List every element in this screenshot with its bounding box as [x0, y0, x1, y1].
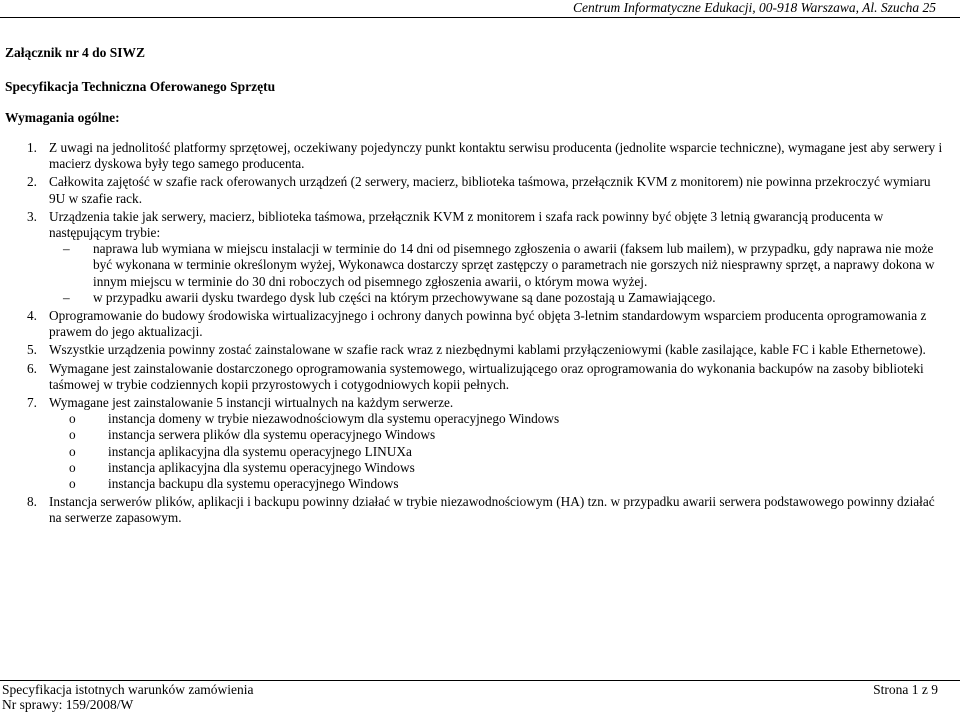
header-divider: [0, 17, 960, 18]
requirements-list: [5, 140, 945, 529]
item-number: 7.: [27, 395, 37, 411]
circle-bullet: o: [69, 459, 76, 475]
list-item-text: instancja aplikacyjna dla systemu operacyjnego Windows: [108, 459, 415, 475]
list-item-text: instancja domeny w trybie niezawodnościowym dla systemu operacyjnego Windows: [108, 411, 560, 427]
list-item: [5, 411, 945, 427]
item-number: 5.: [27, 342, 37, 358]
list-item-text: instancja aplikacyjna dla systemu operacyjnego LINUXa: [108, 443, 412, 459]
item-text: Wymagane jest zainstalowanie 5 instancji wirtualnych na każdym serwerze.: [49, 395, 454, 411]
requirement-item-7: [5, 395, 945, 492]
item-text: Wszystkie urządzenia powinny zostać zainstalowane w szafie rack wraz z niezbędnymi kablami przyłączeniowymi (kable zasilające, kable FC i kable Ethernetowe).: [49, 342, 926, 358]
requirement-item-1: [5, 140, 945, 172]
dash-bullet: –: [63, 289, 70, 305]
requirement-item-2: [5, 174, 945, 206]
item-number: 2.: [27, 174, 37, 190]
item-text: Instancja serwerów plików, aplikacji i backupu powinny działać w trybie niezawodnościowym (HA) tzn. w przypadku awarii serwera podstawowego powinny działać na serwerze zapasowym.: [49, 494, 935, 526]
warranty-terms-list: [49, 241, 945, 306]
attachment-title: Załącznik nr 4 do SIWZ: [5, 45, 146, 60]
footer-case-number: Nr sprawy: 159/2008/W: [2, 697, 134, 712]
page-number: Strona 1 z 9: [873, 682, 938, 697]
list-item-text: naprawa lub wymiana w miejscu instalacji w terminie do 14 dni od pisemnego zgłoszenia o awarii (faksem lub mailem), w przypadku, gdy naprawa nie może być wykonana w terminie określonym wyżej, Wykonawca dostarczy sprzęt zastępczy o parametrach nie gorszych niż niesprawny sprzęt, a naprawy dokona w innym miejscu w terminie do 30 dni roboczych od pisemnego zgłoszenia awarii, o którym mowa wyżej.: [93, 241, 935, 289]
list-item: [5, 476, 945, 492]
item-text: Oprogramowanie do budowy środowiska wirtualizacyjnego i ochrony danych powinna być objęta 3-letnim standardowym wsparciem producenta oprogramowania z prawem do jego aktualizacji.: [49, 308, 927, 340]
list-item: [37, 241, 945, 290]
list-item-text: w przypadku awarii dysku twardego dysk lub części na którym przechowywane są dane pozostają u Zamawiającego.: [93, 289, 716, 305]
circle-bullet: o: [69, 411, 76, 427]
list-item-text: instancja serwera plików dla systemu operacyjnego Windows: [108, 427, 436, 443]
virtual-instances-list: [49, 411, 945, 492]
requirement-item-8: [5, 494, 945, 526]
dash-bullet: –: [63, 241, 70, 257]
requirement-item-6: [5, 361, 945, 393]
item-number: 4.: [27, 308, 37, 324]
circle-bullet: o: [69, 427, 76, 443]
circle-bullet: o: [69, 443, 76, 459]
list-item: [5, 460, 945, 476]
footer-divider: [0, 680, 960, 681]
list-item: [5, 427, 945, 443]
header-organization: Centrum Informatyczne Edukacji, 00-918 Warszawa, Al. Szucha 25: [573, 0, 936, 15]
requirement-item-4: [5, 308, 945, 340]
item-number: 8.: [27, 494, 37, 510]
item-text: Urządzenia takie jak serwery, macierz, biblioteka taśmowa, przełącznik KVM z monitorem i szafa rack powinny być objęte 3 letnią gwarancją producenta w następującym trybie:: [49, 208, 884, 241]
item-text: Wymagane jest zainstalowanie dostarczonego oprogramowania systemowego, wirtualizującego oraz oprogramowania do wykonania backupów na zasoby biblioteki taśmowej w trybie codziennych kopii przyrostowych i cotygodniowych kopii pełnych.: [49, 360, 924, 392]
circle-bullet: o: [69, 476, 76, 492]
item-text: Z uwagi na jednolitość platformy sprzętowej, oczekiwany pojedynczy punkt kontaktu serwisu producenta (jednolite wsparcie techniczne), wymagane jest aby serwery i macierz dyskowa były tego samego producenta.: [49, 140, 943, 172]
item-number: 3.: [27, 208, 37, 224]
specification-title: Specyfikacja Techniczna Oferowanego Sprzętu: [5, 79, 276, 94]
item-number: 6.: [27, 360, 37, 376]
list-item: [37, 290, 945, 306]
requirement-item-3: [5, 209, 945, 306]
item-number: 1.: [27, 140, 37, 155]
requirement-item-5: [5, 342, 945, 358]
footer-document-title: Specyfikacja istotnych warunków zamówienia: [2, 682, 254, 697]
general-requirements-heading: Wymagania ogólne:: [5, 110, 120, 125]
list-item: [5, 444, 945, 460]
item-text: Całkowita zajętość w szafie rack oferowanych urządzeń (2 serwery, macierz, biblioteka taśmowa, przełącznik KVM z monitorem) nie powinna przekroczyć wymiaru 9U w szafie rack.: [49, 174, 931, 206]
footer-document-info: [2, 682, 254, 712]
list-item-text: instancja backupu dla systemu operacyjnego Windows: [108, 476, 399, 492]
